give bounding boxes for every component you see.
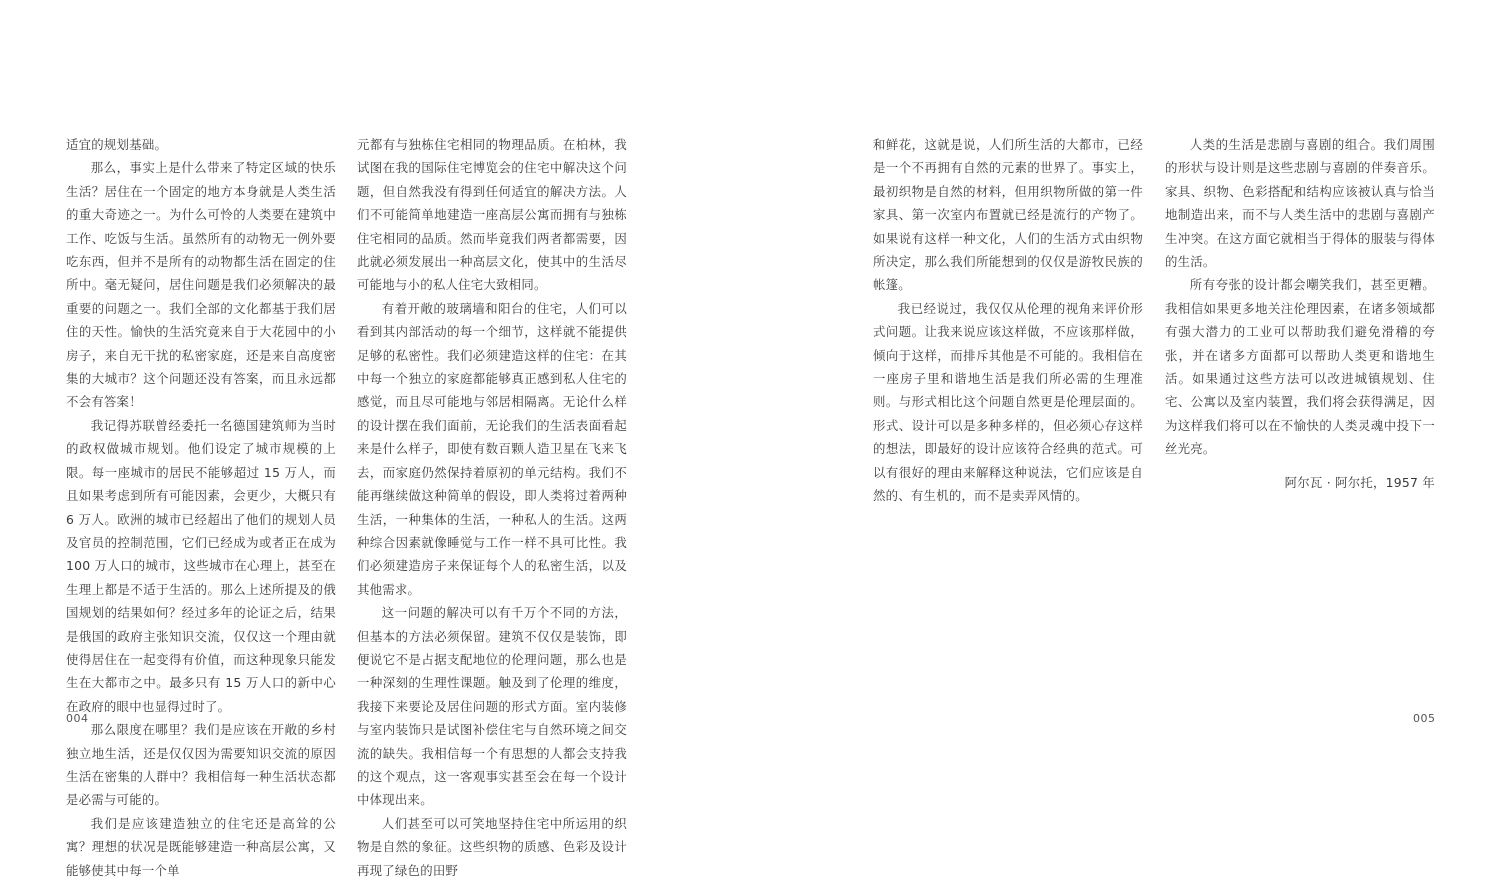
paragraph: 我记得苏联曾经委托一名德国建筑师为当时的政权做城市规划。他们设定了城市规模的上限。每一座城市的居民不能够超过 15 万人，而且如果考虑到所有可能因素，会更少，大概只有 6 万人。欧洲的城市已经超出了他们的规划人员及官员的控制范围，它们已经成为或者正在成为 100 万人口的城市，这些城市在心理上，甚至在生理上都是不适于生活的。那么上述所提及的俄国规划的结果如何？经过多年的论证之后，结果是俄国的政府主张知识交流，仅仅这一个理由就使得居住在一起变得有价值，而这种现象只能发生在大都市之中。最多只有 15 万人口的新中心在政府的眼中也显得过时了。	[66, 417, 336, 714]
author-signature: 阿尔瓦 · 阿尔托，1957 年	[1284, 474, 1435, 490]
paragraph: 人类的生活是悲剧与喜剧的组合。我们周围的形状与设计则是这些悲剧与喜剧的伴奏音乐。家具、织物、色彩搭配和结构应该被认真与恰当地制造出来，而不与人类生活中的悲剧与喜剧产生冲突。在这方面它就相当于得体的服装与得体的生活。	[1165, 137, 1435, 270]
paragraph: 那么限度在哪里？我们是应该在开敞的乡村独立地生活，还是仅仅因为需要知识交流的原因生活在密集的人群中？我相信每一种生活状态都是必需与可能的。	[66, 722, 336, 808]
paragraph: 所有夸张的设计都会嘲笑我们，甚至更糟。我相信如果更多地关注伦理因素，在诸多领域都有强大潜力的工业可以帮助我们避免滑稽的夸张，并在诸多方面都可以帮助人类更和谐地生活。如果通过这些方法可以改进城镇规划、住宅、公寓以及室内装置，我们将会获得满足，因为这样我们将可以在不愉快的人类灵魂中投下一丝光亮。	[1165, 277, 1435, 457]
paragraph: 那么，事实上是什么带来了特定区域的快乐生活？居住在一个固定的地方本身就是人类生活的重大奇迹之一。为什么可怜的人类要在建筑中工作、吃饭与生活。虽然所有的动物无一例外要吃东西，但并不是所有的动物都生活在固定的住所中。毫无疑问，居住问题是我们必须解决的最重要的问题之一。我们全部的文化都基于我们居住的天性。愉快的生活究竟来自于大花园中的小房子，来自无干扰的私密家庭，还是来自高度密集的大城市？这个问题还没有答案，而且永远都不会有答案！	[66, 160, 336, 410]
paragraph: 我们是应该建造独立的住宅还是高耸的公寓？理想的状况是既能够建造一种高层公寓，又能够使其中每一个单	[66, 815, 336, 878]
paragraph: 这一问题的解决可以有千万个不同的方法，但基本的方法必须保留。建筑不仅仅是装饰，即便说它不是占据支配地位的伦理问题，那么也是一种深刻的生理性课题。触及到了伦理的维度，我接下来要论及居住问题的形式方面。室内装修与室内装饰只是试图补偿住宅与自然环境之间交流的缺失。我相信每一个有思想的人都会支持我的这个观点，这一客观事实甚至会在每一个设计中体现出来。	[357, 605, 627, 808]
right-page-column-1	[873, 133, 1143, 508]
paragraph-continuation: 适宜的规划基础。	[66, 137, 168, 152]
paragraph: 我已经说过，我仅仅从伦理的视角来评价形式问题。让我来说应该这样做，不应该那样做，倾向于这样，而排斥其他是不可能的。我相信在一座房子里和谐地生活是我们所必需的生理准则。与形式相比这个问题自然更是伦理层面的。形式、设计可以是多种多样的，但必须心存这样的想法，即最好的设计应该符合经典的范式。可以有很好的理由来解释这种说法，它们应该是自然的、有生机的，而不是卖弄风情的。	[873, 300, 1143, 504]
paragraph: 人们甚至可以可笑地坚持住宅中所运用的织物是自然的象征。这些织物的质感、色彩及设计再现了绿色的田野	[357, 815, 627, 878]
paragraph-continuation: 元都有与独栋住宅相同的物理品质。在柏林，我试图在我的国际住宅博览会的住宅中解决这个问题，但自然我没有得到任何适宜的解决方法。人们不可能简单地建造一座高层公寓而拥有与独栋住宅相同的品质。然而毕竟我们两者都需要，因此就必须发展出一种高层文化，使其中的生活尽可能地与小的私人住宅大致相同。	[357, 137, 627, 293]
page-number-right: 005	[1413, 712, 1436, 725]
left-page-column-1	[66, 133, 336, 882]
right-page-column-2	[1165, 133, 1435, 494]
page-number-left: 004	[66, 712, 89, 725]
paragraph: 有着开敞的玻璃墙和阳台的住宅，人们可以看到其内部活动的每一个细节，这样就不能提供足够的私密性。我们必须建造这样的住宅：在其中每一个独立的家庭都能够真正感到私人住宅的感觉，而且尽可能地与邻居相隔离。无论什么样的设计摆在我们面前，无论我们的生活表面看起来是什么样子，即使有数百颗人造卫星在飞来飞去，而家庭仍然保持着原初的单元结构。我们不能再继续做这种简单的假设，即人类将过着两种生活，一种集体的生活，一种私人的生活。这两种综合因素就像睡觉与工作一样不具可比性。我们必须建造房子来保证每个人的私密生活，以及其他需求。	[357, 300, 627, 597]
left-page-column-2	[357, 133, 627, 882]
paragraph-continuation: 和鲜花，这就是说，人们所生活的大都市，已经是一个不再拥有自然的元素的世界了。事实上，最初织物是自然的材料，但用织物所做的第一件家具、第一次室内布置就已经是流行的产物了。如果说有这样一种文化，人们的生活方式由织物所决定，那么我们所能想到的仅仅是游牧民族的帐篷。	[873, 137, 1143, 293]
